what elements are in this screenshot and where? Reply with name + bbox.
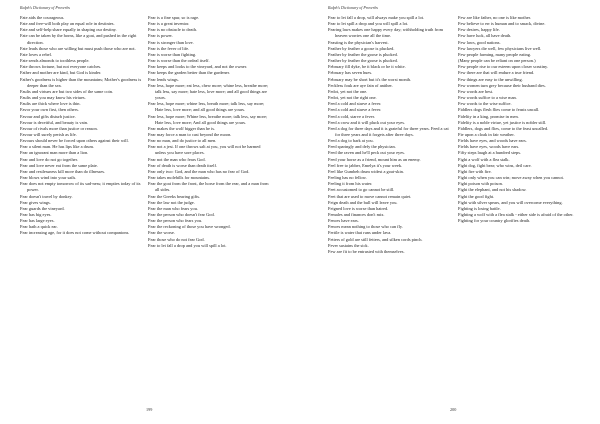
- proverb-entry: Feigned love is worse than hatred.: [328, 205, 389, 211]
- proverb-entry: Faults are thick where love is thin.: [20, 101, 81, 107]
- proverb-entry: Feather by feather the goose is plucked.: [328, 58, 398, 64]
- proverb-entry: Fields have eyes, woods have ears.: [458, 144, 520, 150]
- proverb-entry: Feed a dog to bark at you.: [328, 138, 374, 144]
- proverb-entry: Fear is power.: [148, 33, 173, 39]
- proverb-entry: Fear less, hope more; Whine less, breathe more; talk less, say more; Hate less, love more; And all good things are yours.: [148, 113, 268, 125]
- proverb-entry: Fear blows wind into your sails.: [20, 175, 77, 181]
- proverb-entry: Fear not a jest. If one throws salt at you, you will not be harmed unless you have sore places.: [148, 144, 261, 156]
- proverb-entry: Fear makes the wolf bigger than he is.: [148, 125, 216, 131]
- proverb-entry: Fear keeps and looks to the vineyard, and not the owner.: [148, 64, 248, 70]
- proverb-entry: Fear the Greeks bearing gifts.: [148, 193, 201, 199]
- proverb-entry: Few lawyers die well, few physicians live well.: [458, 45, 542, 51]
- proverb-entry: Fear is worse than fighting.: [148, 51, 197, 57]
- proverb-entry: Fight poison with poison.: [458, 181, 503, 187]
- proverb-entry: Fear does not empty tomorrow of its sad-ness; it empties today of its power.: [20, 181, 141, 193]
- proverb-entry: Fear lends wings.: [148, 76, 179, 82]
- proverb-entry: Fate sends almonds to toothless people.: [20, 58, 90, 64]
- proverb-entry: Few desires, happy life.: [458, 27, 500, 33]
- proverb-entry: Feel like Gumbeh drum widest a goat-skin.: [328, 168, 404, 174]
- proverb-entry: February has seven hues.: [328, 70, 373, 76]
- proverb-entry: Few people farming, many people eating.: [458, 51, 532, 57]
- proverb-entry: Fences mean nothing to those who can fly.: [328, 224, 403, 230]
- right-page: [300, 0, 600, 424]
- right-page-column-2: [458, 15, 580, 224]
- proverb-entry: Favours should never be forced upon others against their will.: [20, 138, 129, 144]
- proverb-entry: Feeling it from his water.: [328, 181, 373, 187]
- proverb-entry: Favour is deceitful, and beauty is vain.: [20, 119, 89, 125]
- proverb-entry: Fight the elephant, and not his shadow.: [458, 187, 527, 193]
- proverb-entry: Fear keeps the garden better than the gardener.: [148, 70, 230, 76]
- proverb-entry: Fear may force a man to cast beyond the moon.: [148, 131, 232, 137]
- proverb-entry: Fedot, yet not the one.: [328, 88, 368, 94]
- proverb-entry: Fear and love never eat from the same plate.: [20, 162, 98, 168]
- proverb-entry: (Many people can be reliant on one person.): [458, 58, 536, 64]
- proverb-entry: Favour and gifts disturb justice.: [20, 113, 76, 119]
- proverb-entry: Few words to the wise suffice.: [458, 101, 512, 107]
- proverb-entry: Fight fire with fire.: [458, 168, 492, 174]
- proverb-entry: Fear the man who fears you.: [148, 205, 198, 211]
- proverb-entry: Fear guards the vineyard.: [20, 205, 65, 211]
- proverb-entry: Fate and free-will both play an equal role in destinies.: [20, 21, 115, 27]
- proverb-entry: Fear the reckoning of those you have wronged.: [148, 224, 231, 230]
- proverb-entry: Fifty steps laugh at a hundred steps.: [458, 150, 522, 156]
- proverb-entry: Fear those who do not fear God.: [148, 236, 205, 242]
- proverb-entry: Fearing laws makes one happy every day; withholding truth from heaven worries one all the time.: [328, 27, 443, 39]
- proverb-entry: Favour of rivals more than justice or reason.: [20, 125, 98, 131]
- running-header: Ralph's Dictionary of Proverbs: [328, 5, 378, 10]
- proverb-entry: Feather by feather the goose is plucked.: [328, 51, 398, 57]
- proverb-entry: Fear takes molehills for mountains.: [148, 175, 211, 181]
- proverb-entry: Few things are easy to the unwilling.: [458, 76, 523, 82]
- proverb-entry: Few laws, good nations.: [458, 39, 501, 45]
- proverb-entry: Feed the raven and he'll peck out your eyes.: [328, 150, 405, 156]
- proverb-entry: February fill dyke, be it black or be it white.: [328, 64, 406, 70]
- proverb-entry: Fear and love do not go together.: [20, 156, 78, 162]
- proverb-entry: Faults and you may know his virtues.: [20, 95, 86, 101]
- proverb-entry: Feign death and the bull will leave you.: [328, 199, 398, 205]
- proverb-entry: Fields have eyes, and woods have ears.: [458, 138, 527, 144]
- proverb-entry: Fear only two: God, and the man who has no fear of God.: [148, 168, 250, 174]
- proverb-entry: Few there are that will endure a true friend.: [458, 70, 535, 76]
- proverb-entry: Feeling has no fellow.: [328, 175, 367, 181]
- proverb-entry: Feed a cold, starve a fever.: [328, 113, 375, 119]
- proverb-entry: Feed a cold and starve a fever.: [328, 101, 382, 107]
- proverb-entry: Feel free to jabber, Emelya it's your week.: [328, 162, 403, 168]
- proverb-entry: Fear is worse than the ordeal itself.: [148, 58, 210, 64]
- proverb-entry: Fear to let fall a drop and you will spill a lot.: [148, 242, 227, 248]
- proverb-entry: Feasting is the physician's harvest.: [328, 39, 389, 45]
- page-number: 200: [450, 407, 457, 412]
- running-header: Ralph's Dictionary of Proverbs: [20, 5, 70, 10]
- proverb-entry: Fear the worse.: [148, 230, 175, 236]
- proverb-entry: Fate can be taken by the horns, like a goat, and pushed in the right direction.: [20, 33, 137, 45]
- page-number: 199: [146, 407, 153, 412]
- proverb-entry: Fear is the fever of life.: [148, 45, 190, 51]
- proverb-entry: Fever sustains the sick.: [328, 242, 369, 248]
- proverb-entry: Father and mother are kind, but God is kinder.: [20, 70, 102, 76]
- proverb-entry: Few words suffice to a wise man.: [458, 95, 517, 101]
- proverb-entry: Fate throws fortune, but not everyone catches.: [20, 64, 102, 70]
- proverb-entry: Fiddlers, dogs and flies, come to the feast uncalled.: [458, 125, 549, 131]
- proverb-entry: Fear an ignorant man more than a lion.: [20, 150, 89, 156]
- proverb-entry: Fences have ears.: [328, 218, 359, 224]
- proverb-entry: Fedot, yet not the right one.: [328, 95, 377, 101]
- proverb-entry: Fate aids the courageous.: [20, 15, 65, 20]
- proverb-entry: Feed your horse as a friend, mount him as an enemy.: [328, 156, 421, 162]
- proverb-entry: Fear gives wings.: [20, 199, 51, 205]
- proverb-entry: Fear less, hope more; eat less, chew more; whine less, breathe more; talk less, say more; hate less, love more; and all good things are yours.: [148, 82, 269, 101]
- proverb-entry: Fear not the man who fears God.: [148, 156, 206, 162]
- proverb-entry: Few words are best.: [458, 88, 494, 94]
- proverb-entry: Fear of death is worse than death itself.: [148, 162, 218, 168]
- proverb-entry: Fear the goat from the front, the horse from the rear, and a man from all sides.: [148, 181, 269, 193]
- proverb-entry: Feckless fouk are aye fain of anither.: [328, 82, 393, 88]
- proverb-entry: Fighting is losing battle.: [458, 205, 501, 211]
- proverb-entry: Fear has large eyes.: [20, 218, 55, 224]
- proverb-entry: Feed a cold and starve a fever.: [328, 107, 382, 113]
- proverb-entry: Fear no man, and do justice to all men.: [148, 138, 217, 144]
- proverb-entry: Fidelity is a noble virtue, yet justice is nobler still.: [458, 119, 547, 125]
- proverb-entry: Feet that are used to move cannot remain quiet.: [328, 193, 412, 199]
- proverb-entry: Fear to let fall a drop, will always make you spill a lot.: [328, 15, 425, 20]
- proverb-entry: Fiddlers dogs flesh flies come to feasts uncall.: [458, 107, 540, 113]
- proverb-entry: Few women turn grey because their husband dies.: [458, 82, 546, 88]
- proverb-entry: Father's goodness is higher than the mountains; Mother's goodness is deeper than the sea.: [20, 76, 142, 88]
- proverb-entry: Few people rise to our esteem upon closer scrutiny.: [458, 64, 549, 70]
- proverb-entry: Feet accustomed to go cannot be still.: [328, 187, 395, 193]
- proverb-entry: Faults and virtues are but two sides of the same coin.: [20, 88, 114, 94]
- proverb-entry: Fear to let spill a drop and you will spill a lot.: [328, 21, 409, 27]
- proverb-entry: Fear is a fine spur, so is rage.: [148, 15, 200, 20]
- proverb-entry: Fear the person who doesn't fear God.: [148, 212, 215, 217]
- proverb-entry: Feed a dog for three days and it is grateful for three years. Feed a cat for three years and it forgets after three days.: [328, 125, 449, 137]
- proverb-entry: Fighting a wolf with a flea stalk - either side is afraid of the other.: [458, 212, 574, 217]
- proverb-entry: Fight the good fight.: [458, 193, 495, 199]
- proverb-entry: Fight only when you can win; move away when you cannot.: [458, 175, 564, 181]
- proverb-entry: Feather by feather a goose is plucked.: [328, 45, 395, 51]
- proverb-entry: Fate loves a rebel.: [20, 51, 52, 57]
- right-page-column-1: [328, 15, 450, 255]
- proverb-entry: Few are like father, no one is like mother.: [458, 15, 531, 20]
- proverb-entry: Fight a wolf with a flea stalk.: [458, 156, 510, 162]
- proverb-entry: Fear is stronger than love.: [148, 39, 194, 45]
- proverb-entry: Fear doesn't travel by donkey.: [20, 193, 73, 199]
- proverb-entry: Few are fit to be entrusted with themselves.: [328, 248, 405, 254]
- left-page-column-1: [20, 15, 142, 237]
- proverb-entry: Fie upon a cloak in fair weather.: [458, 131, 515, 137]
- proverb-entry: Fate and self-help share equally in shaping our destiny.: [20, 27, 117, 33]
- proverb-entry: Fear hath a quick ear.: [20, 224, 58, 230]
- proverb-entry: Fear has big eyes.: [20, 212, 52, 217]
- proverb-entry: Fear a silent man. He has lips like a drum.: [20, 144, 95, 150]
- proverb-entry: Fear increasing age, for it does not come without companions.: [20, 230, 130, 236]
- proverb-entry: Few have luck, all have death.: [458, 33, 512, 39]
- proverb-entry: Feed sparingly and defy the physician.: [328, 144, 396, 150]
- left-page-column-2: [148, 15, 270, 249]
- proverb-entry: Fidelity in a king, promise in men.: [458, 113, 519, 119]
- proverb-entry: Favour will surely perish as life.: [20, 131, 77, 137]
- proverb-entry: Fear the person who fears you.: [148, 218, 203, 224]
- proverb-entry: Few believe to err is human and to smack, divine.: [458, 21, 546, 27]
- proverb-entry: Favor your own first, then others.: [20, 107, 79, 113]
- proverb-entry: Fertile is water that runs under lava.: [328, 230, 392, 236]
- proverb-entry: Fate leads those who are willing but must push those who are not.: [20, 45, 136, 51]
- proverb-entry: Fear is a great inventor.: [148, 21, 190, 27]
- proverb-entry: Feed a crow and it will pluck out your eyes.: [328, 119, 406, 125]
- proverb-entry: Females and finances don't mix.: [328, 212, 385, 217]
- proverb-entry: Fighting for your country glorifies death.: [458, 218, 531, 224]
- proverb-entry: Fear is no obstacle to death.: [148, 27, 198, 33]
- proverb-entry: Fear the law not the judge.: [148, 199, 195, 205]
- proverb-entry: February may be short but it's the worst month.: [328, 76, 412, 82]
- proverb-entry: Fear less, hope more; whine less, breath more; talk less, say more; Hate less, love more; and all good things are yours.: [148, 101, 265, 113]
- proverb-entry: Fetters of gold are still fetters, and silken cords pinch.: [328, 236, 423, 242]
- proverb-entry: Fear and restlessness kill more than do illnesses.: [20, 168, 106, 174]
- proverb-entry: Fight with silver spears, and you will overcome everything.: [458, 199, 563, 205]
- proverb-entry: Fight dog, fight bear; who wins, deil care.: [458, 162, 532, 168]
